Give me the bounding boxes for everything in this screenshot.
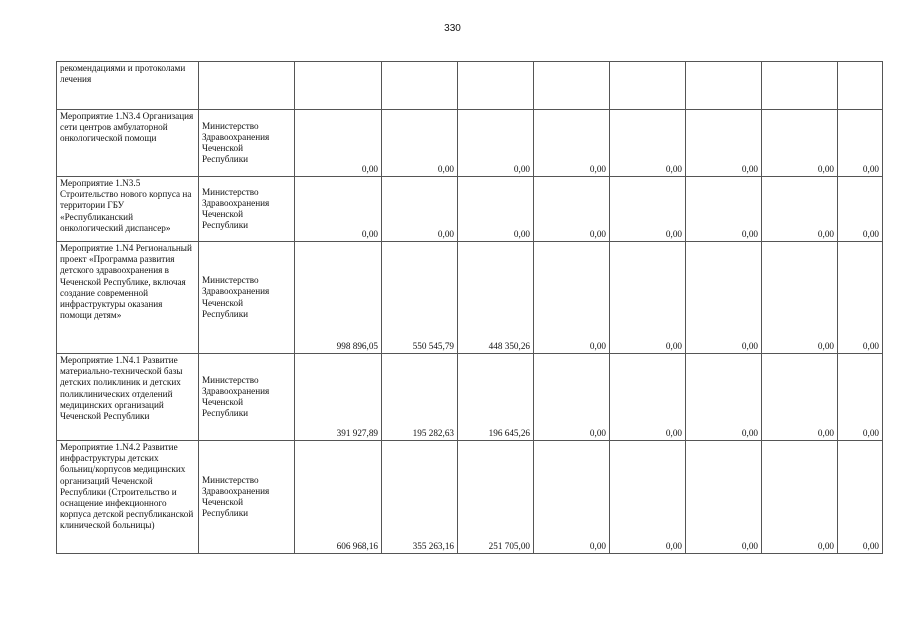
amount-cell: 391 927,89 bbox=[295, 354, 382, 441]
amount-cell bbox=[838, 62, 883, 110]
amount-cell: 0,00 bbox=[534, 441, 610, 554]
executor-name: Министерство Здравоохранения Чеченской Республики bbox=[202, 474, 270, 519]
executor-name: Министерство Здравоохранения Чеченской Республики bbox=[202, 186, 270, 231]
amount-cell: 251 705,00 bbox=[458, 441, 534, 554]
amount-cell: 0,00 bbox=[458, 177, 534, 242]
amount-cell bbox=[686, 62, 762, 110]
amount-cell: 0,00 bbox=[838, 110, 883, 177]
executor-cell bbox=[199, 62, 295, 110]
amount-cell: 0,00 bbox=[762, 441, 838, 554]
executor-name: Министерство Здравоохранения Чеченской Республики bbox=[202, 275, 270, 319]
activity-name: Мероприятие 1.N3.5 Строительство нового корпуса на территории ГБУ «Республиканский онкологический диспансер» bbox=[60, 178, 192, 233]
activity-name-cell bbox=[57, 62, 199, 110]
amount-cell: 0,00 bbox=[610, 177, 686, 242]
amount-cell: 0,00 bbox=[382, 110, 458, 177]
amount-cell: 0,00 bbox=[686, 110, 762, 177]
executor-cell bbox=[199, 441, 295, 554]
amount-cell: 0,00 bbox=[458, 110, 534, 177]
amount-cell bbox=[762, 62, 838, 110]
amount-cell: 550 545,79 bbox=[382, 242, 458, 354]
amount-cell: 0,00 bbox=[382, 177, 458, 242]
activity-name: Мероприятие 1.N4 Региональный проект «Программа развития детского здравоохранения в Чеченской Республике, включая создание современной инфраструктуры оказания помощи детям» bbox=[60, 243, 192, 321]
table-row bbox=[57, 62, 883, 110]
amount-cell: 0,00 bbox=[762, 242, 838, 354]
amount-cell: 0,00 bbox=[534, 354, 610, 441]
table-row bbox=[57, 354, 883, 441]
amount-cell: 196 645,26 bbox=[458, 354, 534, 441]
amount-cell: 195 282,63 bbox=[382, 354, 458, 441]
amount-cell: 0,00 bbox=[686, 441, 762, 554]
amount-cell: 998 896,05 bbox=[295, 242, 382, 354]
amount-cell: 0,00 bbox=[295, 177, 382, 242]
amount-cell: 0,00 bbox=[610, 110, 686, 177]
amount-cell: 0,00 bbox=[838, 441, 883, 554]
activity-name-cell bbox=[57, 441, 199, 554]
amount-cell: 0,00 bbox=[295, 110, 382, 177]
amount-cell: 355 263,16 bbox=[382, 441, 458, 554]
budget-table bbox=[56, 61, 883, 554]
activity-name-cell bbox=[57, 242, 199, 354]
amount-cell: 0,00 bbox=[838, 354, 883, 441]
amount-cell: 0,00 bbox=[686, 177, 762, 242]
table-row bbox=[57, 177, 883, 242]
amount-cell: 606 968,16 bbox=[295, 441, 382, 554]
amount-cell bbox=[610, 62, 686, 110]
activity-name-cell bbox=[57, 110, 199, 177]
table-row bbox=[57, 242, 883, 354]
amount-cell: 0,00 bbox=[686, 354, 762, 441]
executor-name: Министерство Здравоохранения Чеченской Республики bbox=[202, 374, 270, 419]
amount-cell: 0,00 bbox=[838, 177, 883, 242]
amount-cell bbox=[295, 62, 382, 110]
activity-name: Мероприятие 1.N4.2 Развитие инфраструктуры детских больниц/корпусов медицинских организаций Чеченской Республики (Строительство и оснащение инфекционного корпуса детской республиканской клинической больницы) bbox=[60, 442, 194, 531]
activity-name-cell bbox=[57, 177, 199, 242]
amount-cell bbox=[458, 62, 534, 110]
amount-cell bbox=[534, 62, 610, 110]
executor-cell bbox=[199, 177, 295, 242]
amount-cell: 0,00 bbox=[610, 441, 686, 554]
page-number: 330 bbox=[444, 23, 461, 34]
amount-cell: 0,00 bbox=[534, 177, 610, 242]
amount-cell: 0,00 bbox=[686, 242, 762, 354]
activity-name: рекомендациями и протоколами лечения bbox=[60, 63, 186, 85]
executor-cell bbox=[199, 242, 295, 354]
activity-name-cell bbox=[57, 354, 199, 441]
amount-cell: 0,00 bbox=[762, 354, 838, 441]
table-row bbox=[57, 441, 883, 554]
executor-cell bbox=[199, 110, 295, 177]
amount-cell: 0,00 bbox=[610, 242, 686, 354]
executor-cell bbox=[199, 354, 295, 441]
amount-cell: 0,00 bbox=[762, 110, 838, 177]
table-row bbox=[57, 110, 883, 177]
amount-cell bbox=[382, 62, 458, 110]
amount-cell: 0,00 bbox=[838, 242, 883, 354]
executor-name: Министерство Здравоохранения Чеченской Республики bbox=[202, 120, 270, 165]
activity-name: Мероприятие 1.N4.1 Развитие материально-технической базы детских поликлиник и детских поликлинических отделений медицинских организаций Чеченской Республики bbox=[60, 355, 183, 422]
amount-cell: 0,00 bbox=[534, 110, 610, 177]
activity-name: Мероприятие 1.N3.4 Организация сети центров амбулаторной онкологической помощи bbox=[60, 111, 194, 144]
amount-cell: 0,00 bbox=[534, 242, 610, 354]
amount-cell: 448 350,26 bbox=[458, 242, 534, 354]
amount-cell: 0,00 bbox=[610, 354, 686, 441]
amount-cell: 0,00 bbox=[762, 177, 838, 242]
